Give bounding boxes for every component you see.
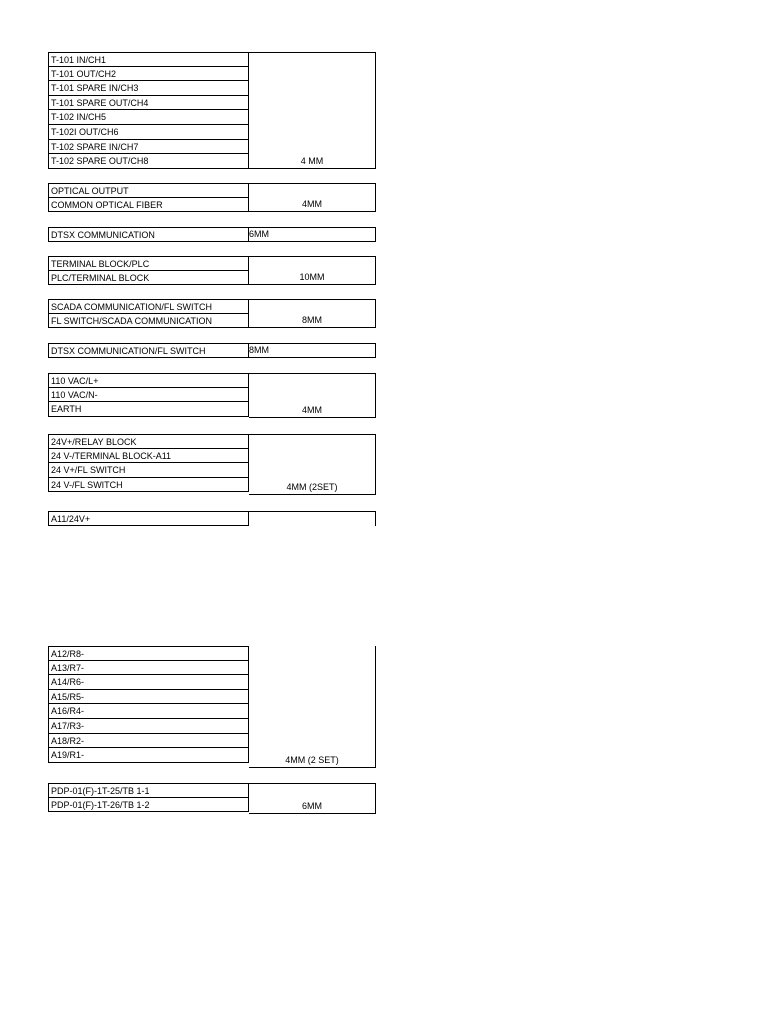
row-label: A19/R1- — [48, 748, 249, 763]
row-label: T-102 SPARE IN/CH7 — [48, 140, 249, 155]
size-cell — [249, 434, 376, 495]
size-value: 4MM — [302, 199, 322, 209]
size-cell — [249, 256, 376, 285]
size-cell — [249, 373, 376, 418]
row-label: A15/R5- — [48, 690, 249, 705]
row-label: 24 V-/TERMINAL BLOCK-A11 — [48, 449, 249, 464]
row-label: FL SWITCH/SCADA COMMUNICATION — [48, 314, 249, 329]
row-label: A17/R3- — [48, 719, 249, 734]
row-label: T-102 SPARE OUT/CH8 — [48, 154, 249, 169]
size-value: 8MM — [302, 315, 322, 325]
size-value: 10MM — [299, 272, 325, 282]
row-label: T-102 IN/CH5 — [48, 110, 249, 125]
size-cell — [249, 783, 376, 814]
row-label: T-102I OUT/CH6 — [48, 125, 249, 140]
row-label: A14/R6- — [48, 675, 249, 690]
row-label: OPTICAL OUTPUT — [48, 183, 249, 198]
size-cell — [249, 646, 376, 768]
row-label: 24V+/RELAY BLOCK — [48, 434, 249, 449]
row-label: 24 V-/FL SWITCH — [48, 478, 249, 493]
row-label: PDP-01(F)-1T-26/TB 1-2 — [48, 798, 249, 813]
size-value: 8MM — [249, 345, 269, 355]
row-label: PDP-01(F)-1T-25/TB 1-1 — [48, 783, 249, 798]
size-value: 4 MM — [300, 156, 324, 166]
size-value: 6MM — [302, 801, 322, 811]
row-label: A12/R8- — [48, 646, 249, 661]
size-cell — [249, 343, 376, 358]
row-label: A18/R2- — [48, 734, 249, 749]
size-cell — [249, 227, 376, 242]
row-label: 110 VAC/N- — [48, 388, 249, 403]
row-label: A16/R4- — [48, 704, 249, 719]
size-cell — [249, 299, 376, 328]
row-label: A11/24V+ — [48, 511, 249, 526]
size-cell — [249, 183, 376, 212]
size-value: 4MM (2 SET) — [285, 755, 339, 765]
row-label: T-101 SPARE OUT/CH4 — [48, 96, 249, 111]
row-label: T-101 OUT/CH2 — [48, 67, 249, 82]
size-cell — [249, 52, 376, 169]
size-value: 4MM — [302, 405, 322, 415]
row-label: 24 V+/FL SWITCH — [48, 463, 249, 478]
row-label: T-101 SPARE IN/CH3 — [48, 81, 249, 96]
size-value: 6MM — [249, 229, 269, 239]
row-label: DTSX COMMUNICATION/FL SWITCH — [48, 343, 249, 358]
row-label: COMMON OPTICAL FIBER — [48, 198, 249, 213]
size-cell — [249, 511, 376, 526]
row-label: PLC/TERMINAL BLOCK — [48, 271, 249, 286]
row-label: EARTH — [48, 402, 249, 417]
row-label: TERMINAL BLOCK/PLC — [48, 256, 249, 271]
size-value: 4MM (2SET) — [286, 482, 338, 492]
row-label: A13/R7- — [48, 661, 249, 676]
row-label: SCADA COMMUNICATION/FL SWITCH — [48, 299, 249, 314]
row-label: T-101 IN/CH1 — [48, 52, 249, 67]
row-label: DTSX COMMUNICATION — [48, 227, 249, 242]
row-label: 110 VAC/L+ — [48, 373, 249, 388]
